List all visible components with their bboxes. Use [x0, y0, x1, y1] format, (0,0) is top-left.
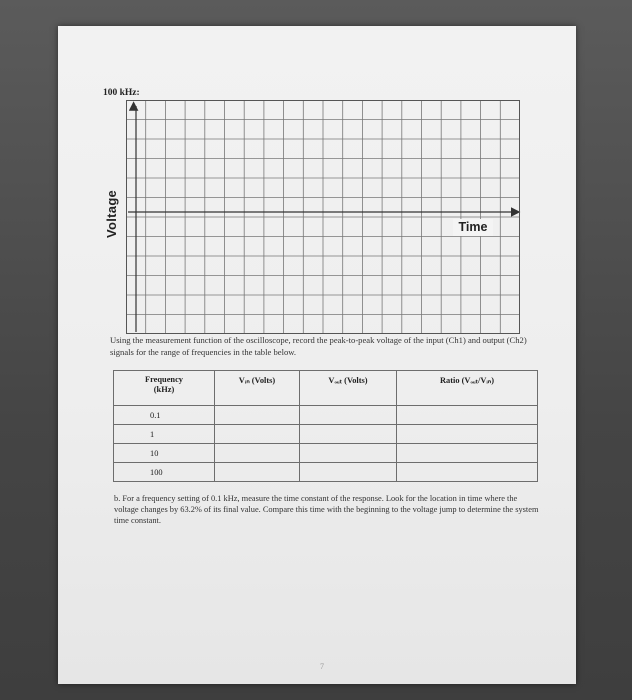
frequency-cell: [114, 406, 215, 425]
frequency-value: 0.1: [150, 410, 161, 420]
vout-cell[interactable]: [300, 406, 397, 425]
frequency-cell: [114, 425, 215, 444]
vout-cell[interactable]: [300, 463, 397, 482]
voltage-axis-label: Voltage: [104, 189, 119, 238]
page-number: 7: [320, 662, 324, 671]
vin-cell[interactable]: [215, 406, 300, 425]
vout-cell[interactable]: [300, 425, 397, 444]
frequency-value: 100: [150, 467, 163, 477]
time-axis-label: Time: [453, 219, 493, 236]
ratio-cell[interactable]: [397, 444, 538, 463]
table-row: [114, 463, 538, 482]
frequency-header: [114, 371, 215, 406]
instructions-paragraph: Using the measurement function of the oscilloscope, record the peak-to-peak voltage of the input (Ch1) and output (Ch2) signals for the range of frequencies in the table below.: [110, 335, 527, 357]
grid-lines: [126, 100, 520, 334]
frequency-value: 10: [150, 448, 159, 458]
ratio-cell[interactable]: [397, 425, 538, 444]
vin-cell[interactable]: [215, 463, 300, 482]
part-b-paragraph: b. For a frequency setting of 0.1 kHz, measure the time constant of the response. Look for the location in time where the voltage changes by 63.2% of its final value. Compare this time with the beginning to the voltage jump to determine the system time constant.: [114, 494, 539, 525]
vin-cell[interactable]: [215, 425, 300, 444]
ratio-cell[interactable]: [397, 463, 538, 482]
frequency-value: 1: [150, 429, 155, 439]
graph-title: 100 kHz:: [103, 88, 140, 98]
frequency-cell: [114, 444, 215, 463]
frequency-header-line2: (kHz): [153, 385, 175, 394]
table-row: [114, 425, 538, 444]
vout-header: Vₒᵤₜ (Volts): [300, 371, 397, 406]
vin-header: Vᵢₙ (Volts): [215, 371, 300, 406]
vin-cell[interactable]: [215, 444, 300, 463]
table-row: [114, 444, 538, 463]
table-header-row: [114, 371, 538, 406]
ratio-cell[interactable]: [397, 406, 538, 425]
frequency-header-line1: Frequency: [145, 375, 183, 384]
vout-cell[interactable]: [300, 444, 397, 463]
table-row: [114, 406, 538, 425]
ratio-header: Ratio (Vₒᵤₜ/Vᵢₙ): [397, 371, 538, 406]
frequency-cell: [114, 463, 215, 482]
frequency-table: [113, 370, 538, 482]
